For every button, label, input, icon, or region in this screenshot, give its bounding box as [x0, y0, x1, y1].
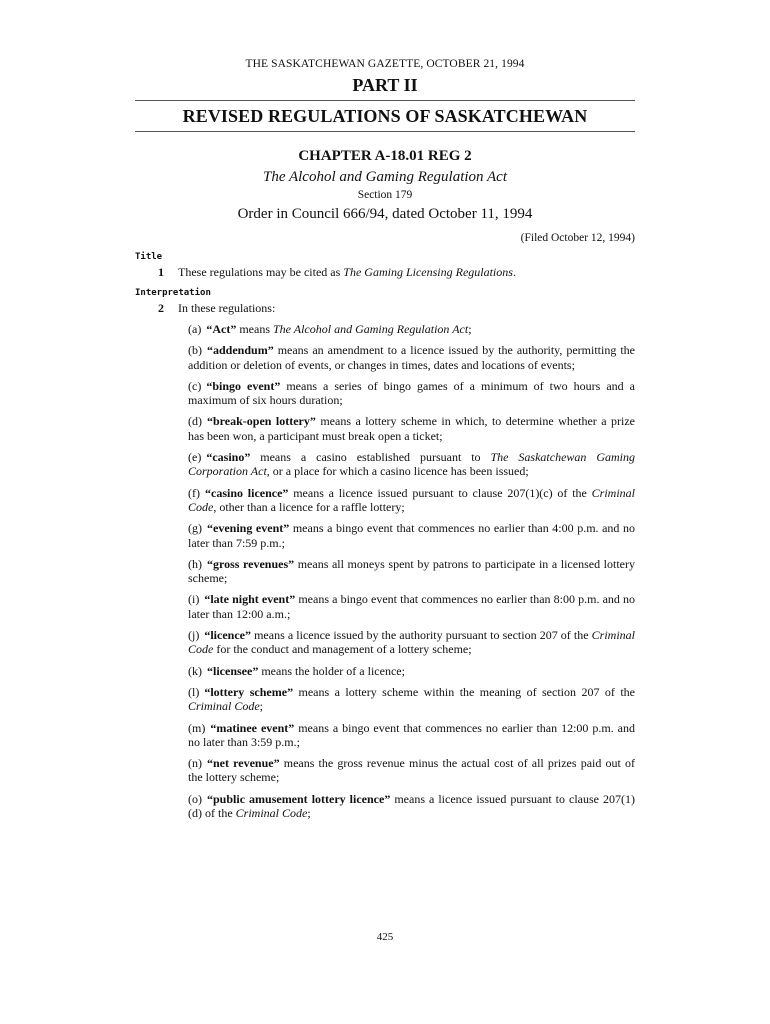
filed-date: (Filed October 12, 1994) [520, 232, 635, 244]
definition-citation: The Saskatchewan Gaming Corporation Act [188, 450, 635, 479]
definition-term: “Act” [206, 322, 237, 336]
definition-text: , or a place for which a casino licence has been issued; [266, 464, 529, 479]
definition-item [188, 721, 635, 750]
definition-term: “casino licence” [205, 485, 289, 500]
provision-text: In these regulations: [178, 301, 276, 315]
definition-letter: (m) [188, 720, 206, 735]
regulation-short-title: The Gaming Licensing Regulations [343, 265, 513, 279]
definition-letter: (k) [188, 663, 202, 678]
definition-text: means a lottery scheme in which, to determine whether a prize has been won, a participant must break open a ticket; [188, 414, 636, 443]
definition-term: “gross revenues” [207, 556, 295, 571]
definition-term: “licence” [204, 628, 251, 643]
bottom-rule [135, 131, 635, 132]
definition-term: “lottery scheme” [204, 684, 294, 699]
definition-letter: (d) [188, 414, 202, 429]
definition-text: means all moneys spent by patrons to participate in a licensed lottery scheme; [188, 556, 635, 586]
side-title-title: Title [135, 252, 163, 262]
definition-text: means a licence issued pursuant to clause 207(1)(c) of the [288, 485, 592, 500]
definition-letter: (b) [188, 343, 202, 358]
definitions-list [188, 322, 635, 827]
definition-item [188, 450, 635, 479]
definition-item [188, 521, 635, 550]
definition-citation: Criminal Code [188, 485, 635, 514]
section-reference: Section 179 [357, 189, 413, 201]
definition-text: , other than a licence for a raffle lottery; [213, 499, 405, 514]
definition-term: “addendum” [207, 343, 274, 358]
definition-text: means a bingo event that commences no earlier than 12:00 p.m. and no later than 3:59 p.m.; [188, 720, 635, 749]
definition-letter: (h) [188, 556, 202, 571]
definition-text: means a licence issued pursuant to clause 207(1)(d) of the [188, 791, 635, 821]
provision-1 [158, 265, 635, 280]
order-in-council: Order in Council 666/94, dated October 11, 1994 [237, 206, 533, 222]
chapter-title: CHAPTER A-18.01 REG 2 [298, 148, 472, 164]
definition-text: means a series of bingo games of a minimum of two hours and a maximum of six hours duration; [188, 378, 635, 408]
definition-text: means [236, 322, 273, 336]
definition-citation: Criminal Code [188, 699, 260, 714]
definition-item [188, 756, 635, 785]
definition-item [188, 486, 635, 515]
definition-term: “net revenue” [207, 756, 280, 771]
definition-citation: Criminal Code [188, 628, 635, 657]
definition-term: “evening event” [207, 521, 290, 536]
definition-citation: The Alcohol and Gaming Regulation Act [272, 322, 469, 336]
definition-item [188, 792, 635, 821]
definition-item [188, 685, 635, 714]
definition-letter: (j) [188, 628, 200, 643]
definition-text: means a bingo event that commences no earlier than 8:00 p.m. and no later than 12:00 a.m.; [188, 592, 636, 621]
provision-text-end: . [512, 265, 516, 279]
definition-term: “break-open lottery” [207, 414, 316, 429]
definition-term: “bingo event” [206, 378, 281, 393]
definition-text: means an amendment to a licence issued by the authority, permitting the addition or deletion of events, or changes in times, dates and locations of events; [188, 343, 635, 372]
page-number: 425 [376, 931, 394, 943]
definition-text: ; [259, 699, 264, 714]
definition-term: “licensee” [207, 663, 259, 678]
provision-number: 1 [158, 265, 164, 279]
definition-text: means a lottery scheme within the meaning of section 207 of the [293, 684, 635, 699]
provision-number: 2 [158, 301, 164, 315]
definition-letter: (l) [188, 684, 200, 699]
act-title: The Alcohol and Gaming Regulation Act [262, 169, 507, 185]
provision-2 [158, 301, 635, 316]
definition-text: ; [468, 322, 472, 336]
definition-item [188, 557, 635, 586]
definition-item [188, 379, 635, 408]
definition-text: for the conduct and management of a lottery scheme; [213, 642, 472, 657]
definition-letter: (c) [188, 378, 202, 393]
definition-item [188, 322, 635, 336]
definition-text: means the gross revenue minus the actual cost of all prizes paid out of the lottery scheme; [188, 756, 636, 785]
provision-text: These regulations may be cited as [178, 265, 344, 279]
definition-text: means the holder of a licence; [258, 663, 405, 678]
definition-term: “late night event” [204, 592, 296, 607]
definition-text: means a licence issued by the authority pursuant to section 207 of the [250, 628, 592, 643]
definition-letter: (g) [188, 521, 202, 536]
definition-term: “matinee event” [210, 720, 295, 735]
gazette-header: THE SASKATCHEWAN GAZETTE, OCTOBER 21, 1994 [245, 58, 525, 70]
definition-item [188, 664, 635, 678]
part-heading: PART II [352, 75, 418, 95]
definition-letter: (o) [188, 791, 202, 806]
definition-text: means a casino established pursuant to [250, 450, 491, 465]
definition-item [188, 628, 635, 657]
definition-letter: (i) [188, 592, 200, 607]
definition-item [188, 592, 635, 621]
definition-text: ; [307, 806, 311, 821]
definition-citation: Criminal Code [235, 806, 308, 821]
side-title-interpretation: Interpretation [135, 288, 211, 298]
definition-text: means a bingo event that commences no earlier than 4:00 p.m. and no later than 7:59 p.m.; [188, 521, 636, 550]
top-rule [135, 100, 635, 101]
definition-term: “casino” [206, 450, 251, 465]
series-heading: REVISED REGULATIONS OF SASKATCHEWAN [182, 106, 588, 126]
definition-letter: (e) [188, 450, 202, 465]
definition-term: “public amusement lottery licence” [207, 791, 391, 806]
definition-letter: (n) [188, 756, 202, 771]
definition-item [188, 343, 635, 372]
definition-letter: (a) [188, 322, 202, 336]
definition-item [188, 414, 635, 443]
definition-letter: (f) [188, 485, 200, 500]
